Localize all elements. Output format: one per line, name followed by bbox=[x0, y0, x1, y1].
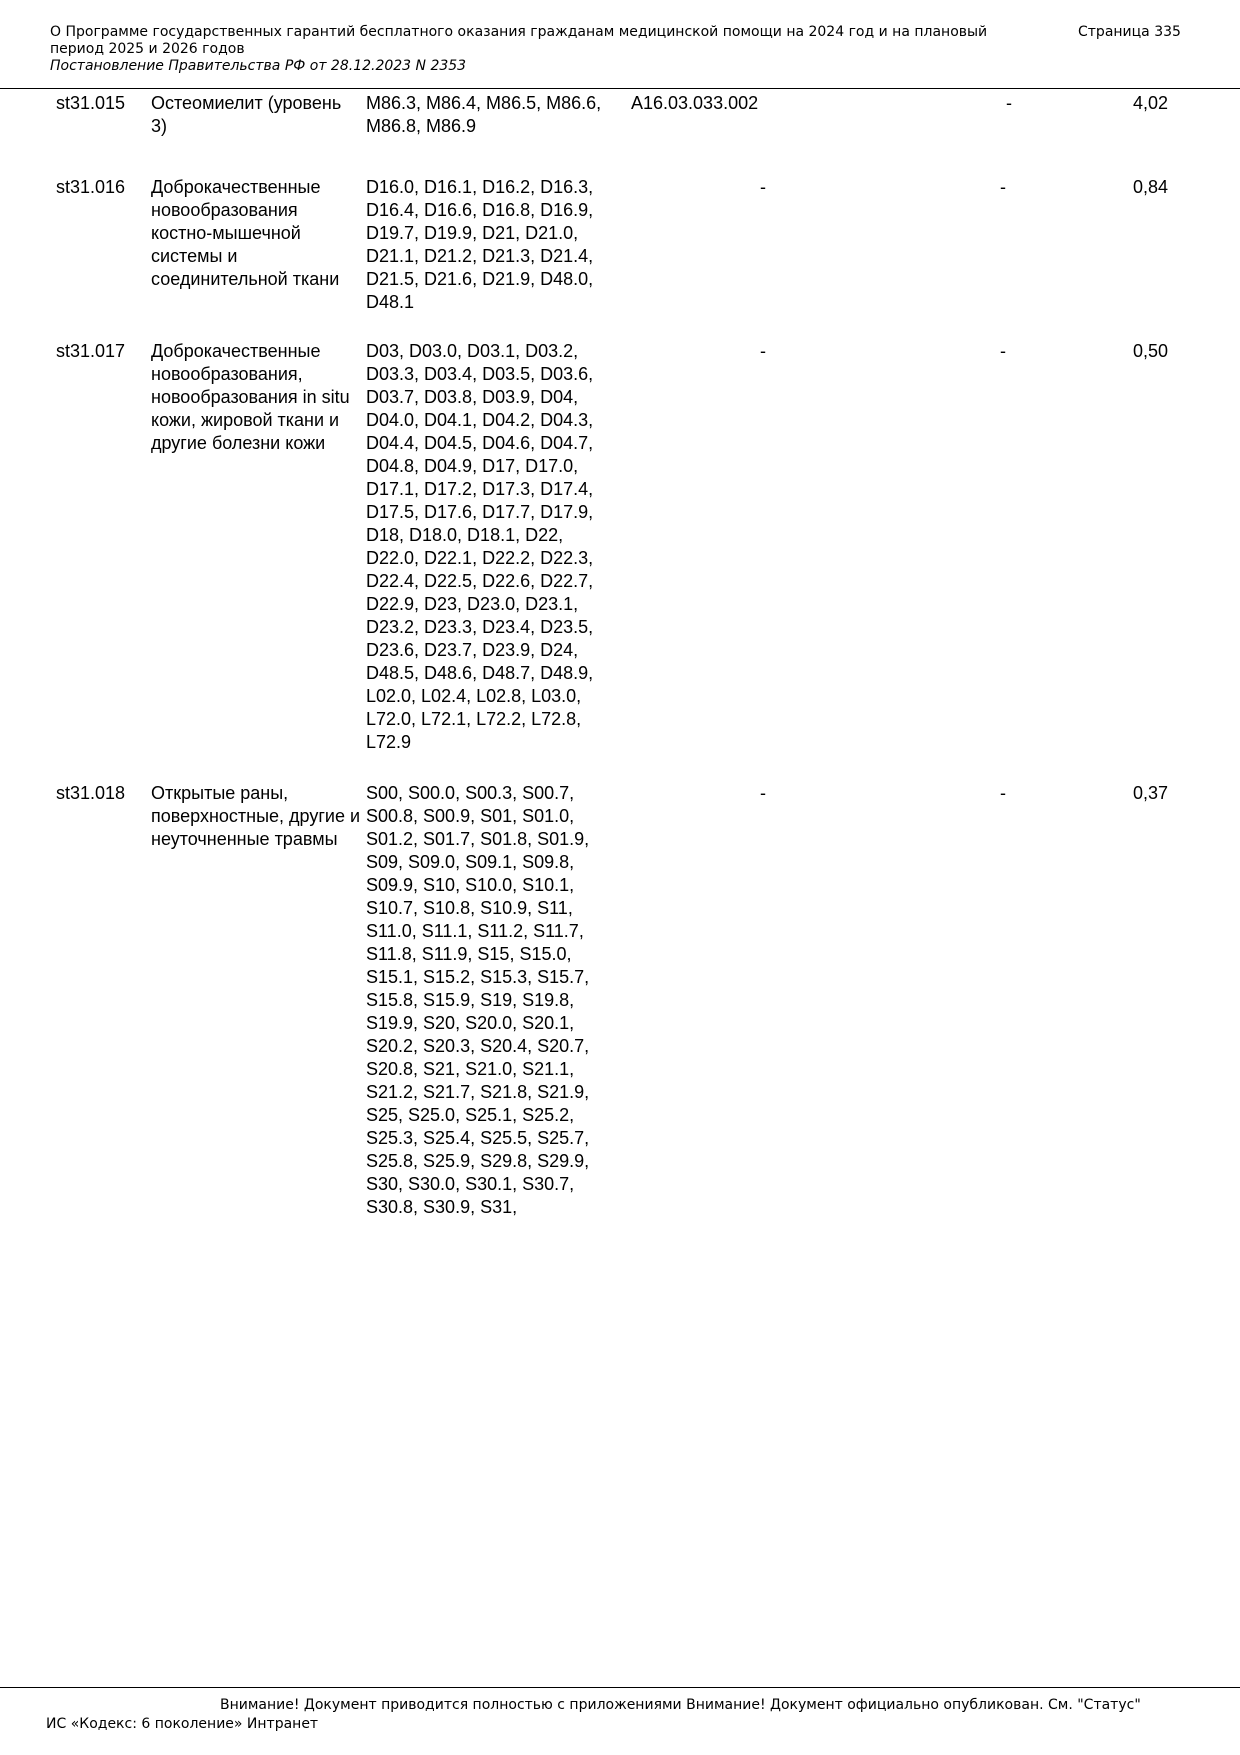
row-icd-codes: D03, D03.0, D03.1, D03.2, D03.3, D03.4, D03.5, D03.6, D03.7, D03.8, D03.9, D04, D04.0, D04.1, D04.2, D04.3, D04.4, D04.5, D04.6, D04.7, D04.8, D04.9, D17, D17.0, D17.1, D17.2, D17.3, D17.4, D17.5, D17.6, D17.7, D17.9, D18, D18.0, D18.1, D22, D22.0, D22.1, D22.2, D22.3, D22.4, D22.5, D22.6, D22.7, D22.9, D23, D23.0, D23.1, D23.2, D23.3, D23.4, D23.5, D23.6, D23.7, D23.9, D24, D48.5, D48.6, D48.7, D48.9, L02.0, L02.4, L02.8, L03.0, L72.0, L72.1, L72.2, L72.8, L72.9 bbox=[366, 341, 594, 752]
row-service-code: - bbox=[760, 783, 766, 803]
row-name: Доброкачественные новообразования, новообразования in situ кожи, жировой ткани и другие болезни кожи bbox=[151, 341, 350, 453]
row-coefficient: 0,37 bbox=[1132, 783, 1168, 803]
footer-system: ИС «Кодекс: 6 поколение» Интранет bbox=[46, 1716, 319, 1732]
footer-notice: Внимание! Документ приводится полностью с приложениями Внимание! Документ официально опубликован. См. "Статус" bbox=[220, 1697, 1141, 1713]
row-service-code: A16.03.033.002 bbox=[631, 93, 759, 113]
row-name: Открытые раны, поверхностные, другие и неуточненные травмы bbox=[151, 783, 361, 849]
row-code: st31.015 bbox=[56, 93, 126, 113]
document-subtitle: Постановление Правительства РФ от 28.12.2023 N 2353 bbox=[50, 58, 467, 74]
row-code: st31.016 bbox=[56, 177, 126, 197]
row-name: Доброкачественные новообразования костно-мышечной системы и соединительной ткани bbox=[151, 177, 340, 289]
footer-divider bbox=[0, 1687, 1240, 1688]
header-divider bbox=[0, 88, 1240, 89]
row-name: Остеомиелит (уровень 3) bbox=[151, 93, 342, 136]
row-icd-codes: M86.3, M86.4, M86.5, M86.6, M86.8, M86.9 bbox=[366, 93, 602, 136]
row-coefficient: 0,84 bbox=[1132, 177, 1168, 197]
row-extra: - bbox=[1000, 177, 1006, 197]
row-coefficient: 4,02 bbox=[1132, 93, 1168, 113]
page-number: Страница 335 bbox=[1078, 24, 1181, 40]
row-code: st31.017 bbox=[56, 341, 126, 361]
row-extra: - bbox=[1000, 341, 1006, 361]
row-coefficient: 0,50 bbox=[1132, 341, 1168, 361]
row-extra: - bbox=[1006, 93, 1012, 113]
row-code: st31.018 bbox=[56, 783, 126, 803]
row-service-code: - bbox=[760, 177, 766, 197]
row-service-code: - bbox=[760, 341, 766, 361]
row-icd-codes: S00, S00.0, S00.3, S00.7, S00.8, S00.9, S01, S01.0, S01.2, S01.7, S01.8, S01.9, S09, S09.0, S09.1, S09.8, S09.9, S10, S10.0, S10.1, S10.7, S10.8, S10.9, S11, S11.0, S11.1, S11.2, S11.7, S11.8, S11.9, S15, S15.0, S15.1, S15.2, S15.3, S15.7, S15.8, S15.9, S19, S19.8, S19.9, S20, S20.0, S20.1, S20.2, S20.3, S20.4, S20.7, S20.8, S21, S21.0, S21.1, S21.2, S21.7, S21.8, S21.9, S25, S25.0, S25.1, S25.2, S25.3, S25.4, S25.5, S25.7, S25.8, S25.9, S29.8, S29.9, S30, S30.0, S30.1, S30.7, S30.8, S30.9, S31, bbox=[366, 783, 590, 1217]
document-title: О Программе государственных гарантий бесплатного оказания гражданам медицинской помощи на 2024 год и на плановый период 2025 и 2026 годов bbox=[50, 24, 988, 57]
row-icd-codes: D16.0, D16.1, D16.2, D16.3, D16.4, D16.6, D16.8, D16.9, D19.7, D19.9, D21, D21.0, D21.1, D21.2, D21.3, D21.4, D21.5, D21.6, D21.9, D48.0, D48.1 bbox=[366, 177, 594, 312]
row-extra: - bbox=[1000, 783, 1006, 803]
